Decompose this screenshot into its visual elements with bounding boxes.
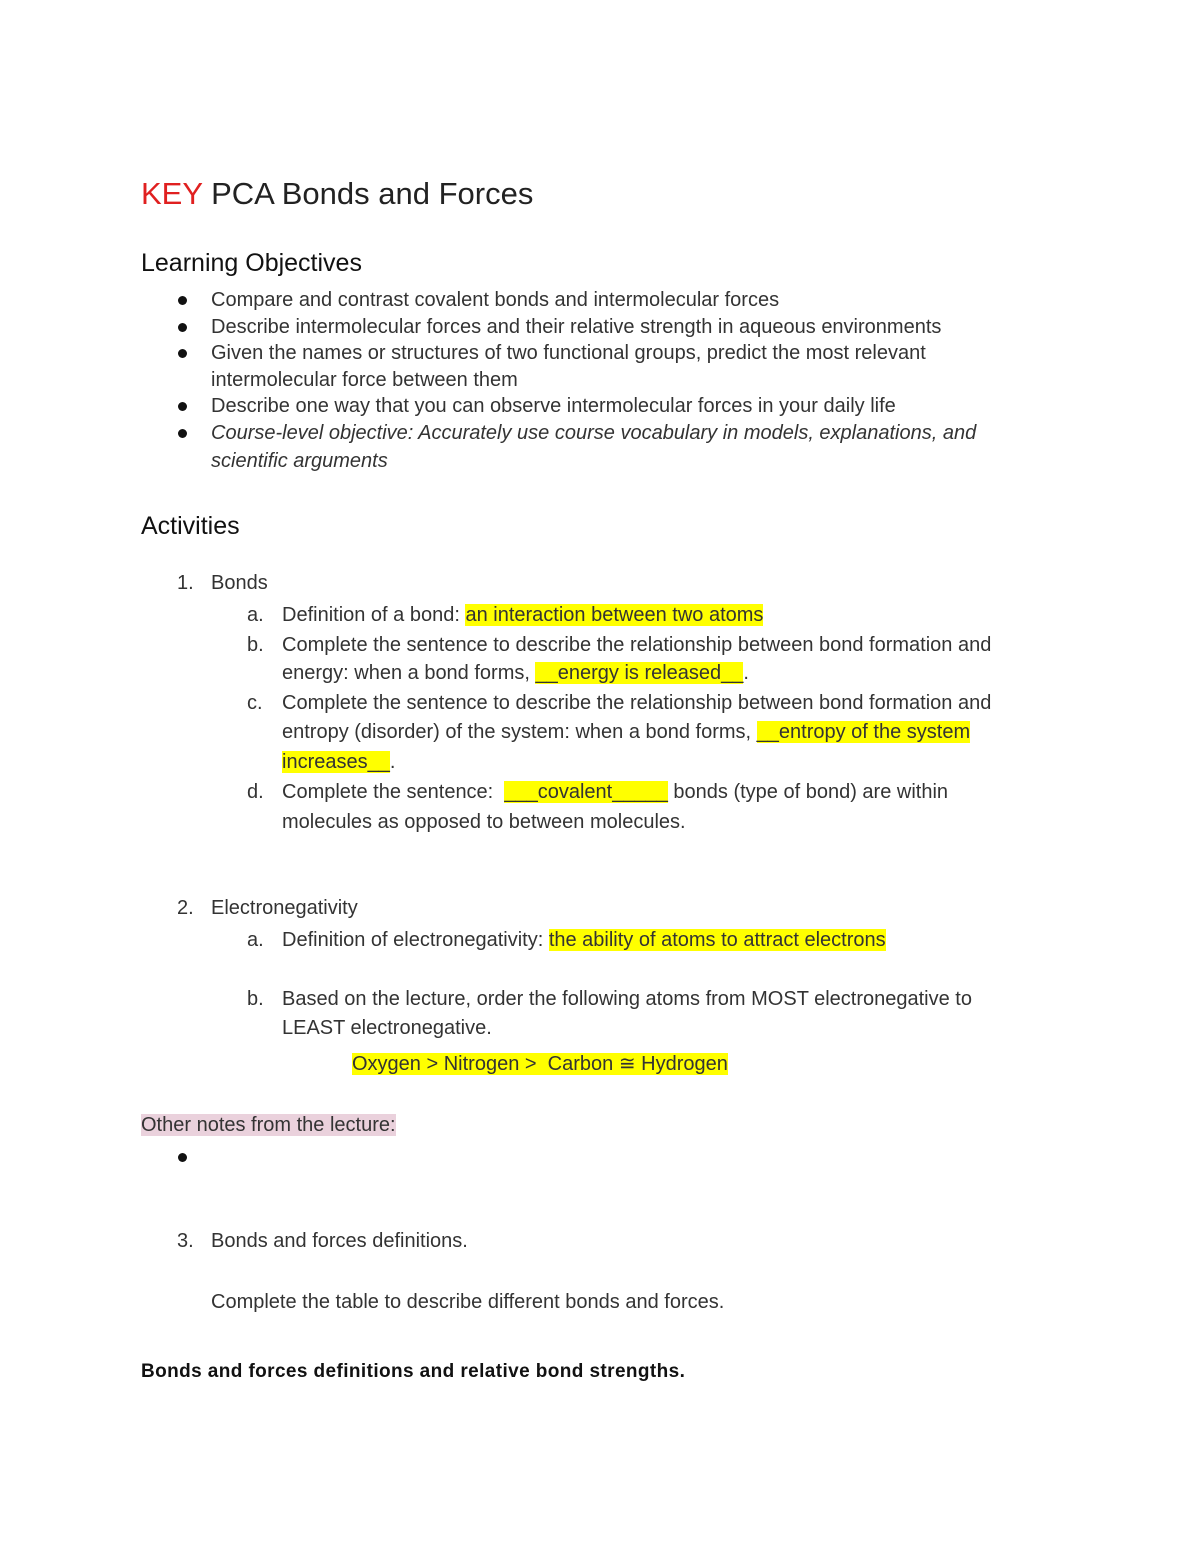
prompt-text: Complete the sentence:: [282, 781, 505, 803]
highlighted-answer: __entropy of the system: [756, 721, 971, 743]
covalent-answer-line: [282, 781, 948, 804]
question-label: Bonds: [211, 572, 268, 594]
objective-item: Compare and contrast covalent bonds and intermolecular forces: [211, 289, 780, 311]
list-number: 3.: [177, 1230, 194, 1252]
bullet-icon: [178, 296, 187, 305]
list-marker: b.: [247, 988, 264, 1010]
highlighted-answer: an interaction between two atoms: [465, 604, 764, 626]
prompt-text: LEAST electronegative.: [282, 1017, 492, 1039]
energy-answer-line: [282, 662, 749, 685]
list-marker: c.: [247, 692, 263, 714]
electronegativity-order-answer: [352, 1051, 728, 1076]
bullet-icon: [178, 323, 187, 332]
highlighted-answer: the ability of atoms to attract electrons: [548, 929, 886, 951]
prompt-text: Complete the sentence to describe the relationship between bond formation and: [282, 634, 992, 656]
highlighted-answer: increases__: [282, 751, 390, 773]
table-instruction: Complete the table to describe different bonds and forces.: [211, 1291, 725, 1313]
objective-item-continued: scientific arguments: [211, 450, 388, 472]
bullet-icon: [178, 1153, 187, 1162]
prompt-text: Definition of a bond:: [282, 604, 466, 626]
punctuation: .: [743, 662, 749, 684]
question-label: Electronegativity: [211, 897, 358, 919]
list-marker: b.: [247, 634, 264, 656]
entropy-answer-continued: [282, 751, 395, 774]
activities-heading: Activities: [141, 512, 240, 540]
prompt-text: entropy (disorder) of the system: when a bond forms,: [282, 721, 757, 743]
table-caption: Bonds and forces definitions and relative bond strengths.: [141, 1361, 686, 1382]
prompt-text: Complete the sentence to describe the relationship between bond formation and: [282, 692, 992, 714]
objective-item-continued: intermolecular force between them: [211, 369, 518, 391]
prompt-text: energy: when a bond forms,: [282, 662, 536, 684]
prompt-text: Based on the lecture, order the following atoms from MOST electronegative to: [282, 988, 972, 1010]
highlighted-answer: ___covalent_____: [504, 781, 668, 803]
highlighted-answer: Oxygen > Nitrogen > Carbon ≅ Hydrogen: [352, 1053, 728, 1075]
list-number: 2.: [177, 897, 194, 919]
punctuation: .: [389, 751, 396, 773]
entropy-answer-line: [282, 721, 970, 744]
pink-highlight: Other notes from the lecture:: [141, 1114, 396, 1136]
bullet-icon: [178, 429, 187, 438]
prompt-text: bonds (type of bond) are within: [667, 781, 949, 803]
page-title: [141, 176, 533, 212]
list-marker: a.: [247, 604, 264, 626]
key-label: KEY: [141, 176, 203, 211]
list-marker: a.: [247, 929, 264, 951]
bullet-icon: [178, 402, 187, 411]
bullet-icon: [178, 349, 187, 358]
prompt-text: Definition of electronegativity:: [282, 929, 549, 951]
highlighted-answer: __energy is released__: [535, 662, 744, 684]
objective-item: Given the names or structures of two functional groups, predict the most relevant: [211, 342, 926, 364]
objective-item: Describe one way that you can observe intermolecular forces in your daily life: [211, 395, 896, 417]
prompt-text: molecules as opposed to between molecules.: [282, 811, 686, 833]
other-notes-label: [141, 1114, 396, 1137]
electronegativity-definition-line: [282, 929, 886, 952]
learning-objectives-heading: Learning Objectives: [141, 249, 362, 277]
list-number: 1.: [177, 572, 194, 594]
title-text: PCA Bonds and Forces: [202, 176, 534, 211]
bond-definition-line: [282, 604, 763, 627]
question-label: Bonds and forces definitions.: [211, 1230, 468, 1252]
objective-item-course-level: Course-level objective: Accurately use course vocabulary in models, explanations, and: [211, 422, 977, 444]
objective-item: Describe intermolecular forces and their relative strength in aqueous environments: [211, 316, 942, 338]
list-marker: d.: [247, 781, 264, 803]
